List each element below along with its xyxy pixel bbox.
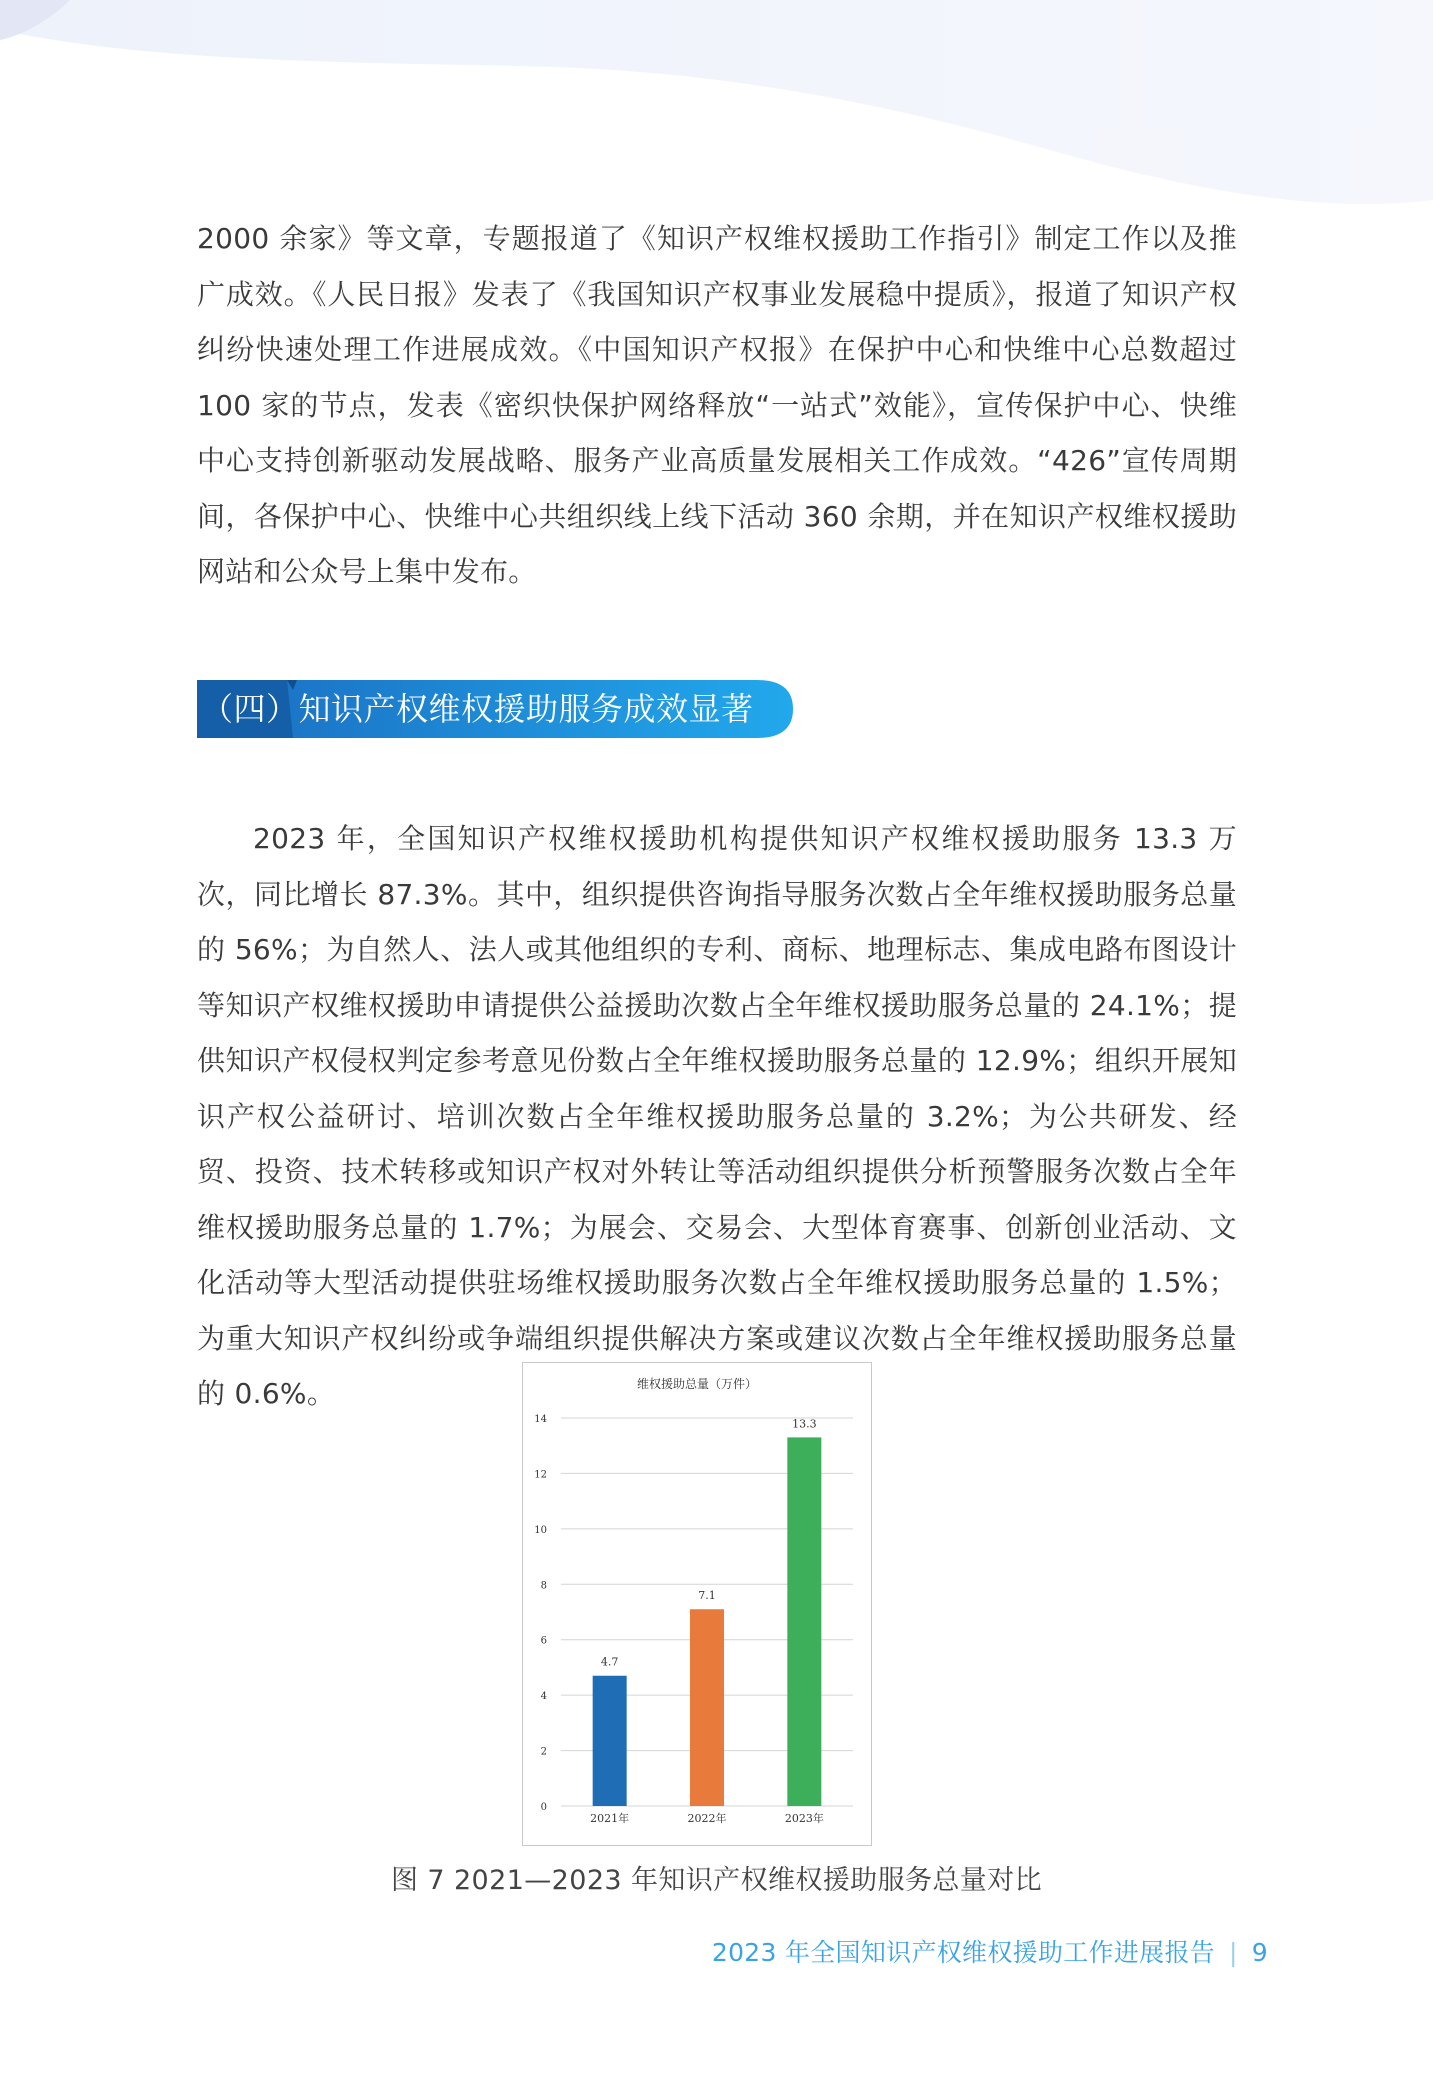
x-tick-label-0: 2021年 (590, 1812, 630, 1825)
y-tick-label-0: 0 (540, 1802, 547, 1813)
paragraph-service-stats: 2023 年，全国知识产权维权援助机构提供知识产权维权援助服务 13.3 万次，同比增长 87.3%。其中，组织提供咨询指导服务次数占全年维权援助服务总量的 56%；为自然人、法人或其他组织的专利、商标、地理标志、集成电路布图设计等知识产权维权援助申请提供公益援助次数占全年维权援助服务总量的 24.1%；提供知识产权侵权判定参考意见份数占全年维权援助服务总量的 12.9%；组织开展知识产权公益研讨、培训次数占全年维权援助服务总量的 3.2%；为公共研发、经贸、投资、技术转移或知识产权对外转让等活动组织提供分析预警服务次数占全年维权援助服务总量的 1.7%；为展会、交易会、大型体育赛事、创新创业活动、文化活动等大型活动提供驻场维权援助服务次数占全年维权援助服务总量的 1.5%；为重大知识产权纠纷或争端组织提供解决方案或建议次数占全年维权援助服务总量的 0.6%。 (197, 822, 1237, 1410)
y-tick-label-3: 6 (540, 1635, 547, 1647)
top-decorative-wave (0, 0, 1433, 215)
x-tick-label-2: 2023年 (784, 1812, 824, 1825)
section-header (197, 680, 793, 738)
bar-2022年 (690, 1609, 724, 1806)
bar-chart (522, 1362, 872, 1846)
figure-caption: 图 7 2021—2023 年知识产权维权援助服务总量对比 (391, 1865, 1042, 1896)
paragraph-publicity: 2000 余家》等文章，专题报道了《知识产权维权援助工作指引》制定工作以及推广成效。《人民日报》发表了《我国知识产权事业发展稳中提质》，报道了知识产权纠纷快速处理工作进展成效。《中国知识产权报》在保护中心和快维中心总数超过 100 家的节点，发表《密织快保护网络释放“一站式”效能》，宣传保护中心、快维中心支持创新驱动发展战略、服务产业高质量发展相关工作成效。“426”宣传周期间，各保护中心、快维中心共组织线上线下活动 360 余期，并在知识产权维权援助网站和公众号上集中发布。 (197, 222, 1237, 588)
y-tick-label-6: 12 (534, 1469, 547, 1481)
footer-separator: | (1229, 1938, 1238, 1967)
section-title: （四）知识产权维权援助服务成效显著 (201, 690, 754, 728)
page-footer (712, 1933, 1268, 1969)
data-label-2: 13.3 (792, 1417, 817, 1431)
y-tick-label-7: 14 (534, 1414, 547, 1425)
bar-2021年 (593, 1676, 627, 1806)
footer-report-title: 2023 年全国知识产权维权援助工作进展报告 (711, 1938, 1216, 1967)
page-number: 9 (1251, 1938, 1268, 1967)
y-tick-label-4: 8 (540, 1580, 547, 1592)
x-tick-label-1: 2022年 (687, 1812, 727, 1825)
y-tick-label-5: 10 (534, 1524, 547, 1536)
chart-canvas (523, 1363, 871, 1845)
bar-2023年 (787, 1437, 821, 1806)
y-tick-label-1: 2 (540, 1746, 547, 1758)
data-label-1: 7.1 (698, 1589, 716, 1603)
data-label-0: 4.7 (600, 1655, 619, 1669)
y-tick-label-2: 4 (540, 1691, 547, 1703)
chart-title: 维权援助总量（万件） (636, 1377, 758, 1391)
